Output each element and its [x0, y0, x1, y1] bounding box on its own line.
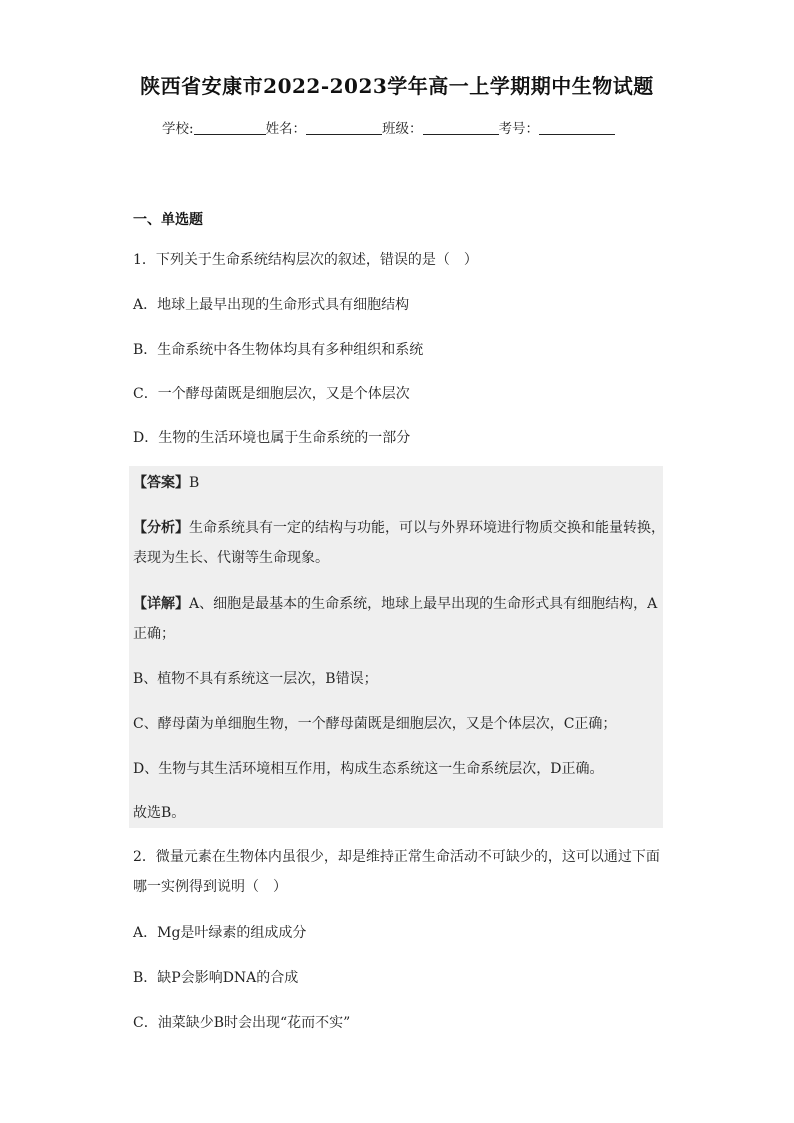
q1-stem: 1．下列关于生命系统结构层次的叙述，错误的是（ ）	[133, 252, 478, 268]
number-label: 考号：	[498, 121, 540, 137]
conclusion-line: 故选B。	[133, 805, 186, 821]
school-label: 学校:	[162, 121, 194, 137]
detail-line-1	[133, 594, 657, 614]
q2-stem-line-1: 2．微量元素在生物体内虽很少，却是维持正常生命活动不可缺少的，这可以通过下面	[133, 849, 660, 865]
analysis-line-2: 表现为生长、代谢等生命现象。	[133, 550, 329, 566]
name-blank	[306, 120, 382, 135]
q1-option-d: D．生物的生活环境也属于生命系统的一部分	[133, 430, 411, 446]
detail-label: 【详解】	[133, 596, 189, 612]
q2-option-a: A．Mg是叶绿素的组成成分	[133, 925, 307, 941]
student-info-line	[162, 117, 615, 137]
detail-line-4: C、酵母菌为单细胞生物，一个酵母菌既是细胞层次，又是个体层次，C正确；	[133, 716, 617, 732]
analysis-text-1: 生命系统具有一定的结构与功能，可以与外界环境进行物质交换和能量转换，	[189, 520, 665, 536]
detail-line-2: 正确；	[133, 626, 175, 642]
q2-stem-line-2: 哪一实例得到说明（ ）	[133, 879, 287, 895]
class-label: 班级：	[382, 121, 423, 137]
answer-label: 【答案】	[133, 475, 189, 491]
q1-option-a: A．地球上最早出现的生命形式具有细胞结构	[133, 297, 410, 313]
q2-option-c: C．油菜缺少B时会出现“花而不实”	[133, 1015, 351, 1031]
analysis-label: 【分析】	[133, 520, 189, 536]
q1-option-b: B．生命系统中各生物体均具有多种组织和系统	[133, 342, 424, 358]
q2-option-b: B．缺P会影响DNA的合成	[133, 970, 299, 986]
detail-line-5: D、生物与其生活环境相互作用，构成生态系统这一生命系统层次，D正确。	[133, 761, 604, 777]
name-label: 姓名：	[265, 121, 307, 137]
analysis-line-1	[133, 518, 665, 538]
section-heading: 一、单选题	[133, 212, 203, 228]
answer-value: B	[189, 475, 200, 491]
detail-line-3: B、植物不具有系统这一层次，B错误；	[133, 671, 378, 687]
class-blank	[423, 120, 499, 135]
school-blank	[194, 120, 266, 135]
page-title: 陕西省安康市2022-2023学年高一上学期期中生物试题	[140, 74, 654, 98]
detail-text-1: A、细胞是最基本的生命系统，地球上最早出现的生命形式具有细胞结构，A	[189, 596, 658, 612]
number-blank	[539, 120, 615, 135]
answer-line	[133, 473, 199, 493]
q1-option-c: C．一个酵母菌既是细胞层次，又是个体层次	[133, 386, 410, 402]
